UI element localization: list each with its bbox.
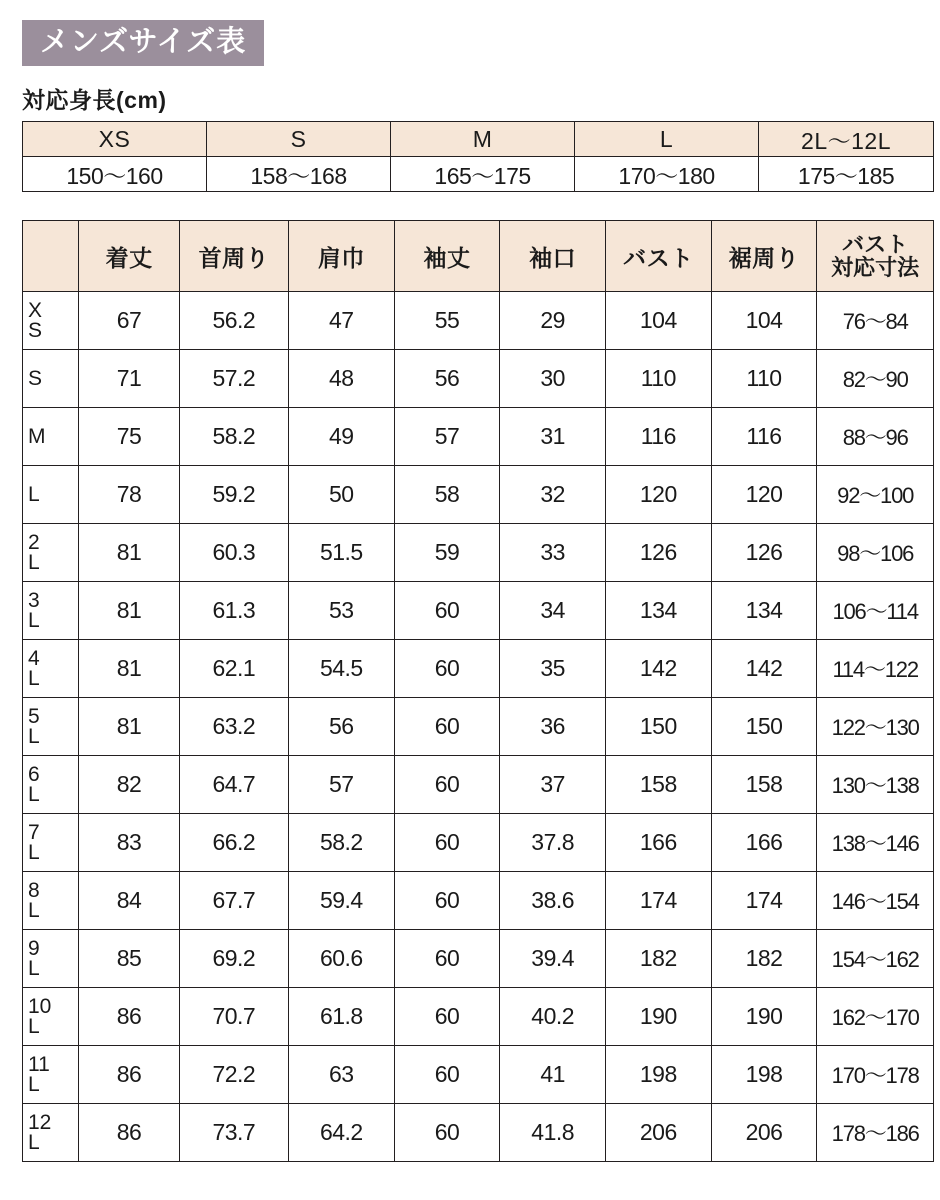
- cell-sodetake: 59: [394, 524, 500, 582]
- cell-bust-fit: 130〜138: [817, 756, 934, 814]
- cell-sodeguchi: 29: [500, 292, 606, 350]
- cell-bust-fit: 162〜170: [817, 988, 934, 1046]
- row-size-label-line2: L: [28, 608, 40, 632]
- row-size-label-line1: 7: [28, 820, 40, 844]
- cell-kitake: 81: [79, 524, 179, 582]
- cell-kubimawari: 64.7: [179, 756, 288, 814]
- cell-kubimawari: 60.3: [179, 524, 288, 582]
- cell-susomawari: 116: [711, 408, 817, 466]
- table-row: [23, 408, 934, 466]
- table-row: [23, 872, 934, 930]
- cell-kubimawari: 72.2: [179, 1046, 288, 1104]
- cell-bust-fit: 122〜130: [817, 698, 934, 756]
- column-header-kitake: 着丈: [79, 221, 179, 292]
- row-size-label: [23, 292, 79, 350]
- row-size-label-line1: 6: [28, 762, 40, 786]
- cell-katahaba: 61.8: [288, 988, 394, 1046]
- table-row: [23, 814, 934, 872]
- table-row: [23, 930, 934, 988]
- cell-kubimawari: 69.2: [179, 930, 288, 988]
- cell-sodetake: 60: [394, 1104, 500, 1162]
- height-range-cell: 150〜160: [23, 157, 207, 192]
- cell-sodetake: 60: [394, 1046, 500, 1104]
- cell-bust: 120: [606, 466, 712, 524]
- row-size-label-line2: L: [28, 724, 40, 748]
- cell-bust: 182: [606, 930, 712, 988]
- cell-bust-fit: 178〜186: [817, 1104, 934, 1162]
- cell-bust-fit: 82〜90: [817, 350, 934, 408]
- cell-kitake: 67: [79, 292, 179, 350]
- cell-bust: 142: [606, 640, 712, 698]
- column-header-bust-fit-line1: バスト: [842, 231, 909, 257]
- row-size-label-line1: 11: [28, 1052, 50, 1076]
- cell-bust: 198: [606, 1046, 712, 1104]
- row-size-label-line1: M: [28, 424, 46, 448]
- column-header-katahaba: 肩巾: [288, 221, 394, 292]
- cell-kitake: 82: [79, 756, 179, 814]
- cell-kitake: 81: [79, 698, 179, 756]
- cell-bust: 174: [606, 872, 712, 930]
- table-row: [23, 350, 934, 408]
- row-size-label-line1: 10: [28, 994, 52, 1018]
- cell-susomawari: 134: [711, 582, 817, 640]
- cell-katahaba: 48: [288, 350, 394, 408]
- cell-kubimawari: 61.3: [179, 582, 288, 640]
- height-table: [22, 121, 934, 192]
- height-section-label: 対応身長(cm): [22, 87, 167, 114]
- cell-sodetake: 60: [394, 698, 500, 756]
- table-row: [23, 756, 934, 814]
- height-table-header-row: [23, 122, 934, 157]
- cell-susomawari: 104: [711, 292, 817, 350]
- row-size-label-line2: L: [28, 840, 40, 864]
- height-table-value-row: [23, 157, 934, 192]
- cell-sodeguchi: 32: [500, 466, 606, 524]
- row-size-label-line1: 4: [28, 646, 40, 670]
- cell-katahaba: 49: [288, 408, 394, 466]
- column-header-kubimawari: 首周り: [179, 221, 288, 292]
- cell-bust: 190: [606, 988, 712, 1046]
- height-range-cell: 170〜180: [575, 157, 759, 192]
- row-size-label-line1: 5: [28, 704, 40, 728]
- cell-kitake: 81: [79, 582, 179, 640]
- row-size-label: [23, 698, 79, 756]
- cell-katahaba: 57: [288, 756, 394, 814]
- row-size-label: [23, 988, 79, 1046]
- row-size-label: [23, 466, 79, 524]
- row-size-label-line2: S: [28, 318, 43, 342]
- table-row: [23, 698, 934, 756]
- cell-sodeguchi: 40.2: [500, 988, 606, 1046]
- column-header-sodetake: 袖丈: [394, 221, 500, 292]
- row-size-label-line1: L: [28, 482, 40, 506]
- cell-kitake: 86: [79, 988, 179, 1046]
- row-size-label-line2: L: [28, 1130, 40, 1154]
- row-size-label: [23, 350, 79, 408]
- cell-sodeguchi: 38.6: [500, 872, 606, 930]
- cell-kubimawari: 62.1: [179, 640, 288, 698]
- cell-susomawari: 150: [711, 698, 817, 756]
- row-size-label-line2: L: [28, 666, 40, 690]
- row-size-label: [23, 814, 79, 872]
- row-size-label: [23, 408, 79, 466]
- cell-bust: 126: [606, 524, 712, 582]
- row-size-label-line1: 9: [28, 936, 40, 960]
- cell-sodetake: 60: [394, 814, 500, 872]
- page-title: メンズサイズ表: [22, 20, 264, 66]
- height-size-cell: S: [207, 122, 391, 157]
- height-size-cell: 2L〜12L: [759, 122, 934, 157]
- row-size-label-line2: L: [28, 550, 40, 574]
- cell-kubimawari: 66.2: [179, 814, 288, 872]
- cell-bust: 104: [606, 292, 712, 350]
- cell-bust: 206: [606, 1104, 712, 1162]
- table-row: [23, 466, 934, 524]
- row-size-label-line1: S: [28, 366, 43, 390]
- row-size-label-line1: 8: [28, 878, 40, 902]
- cell-sodeguchi: 31: [500, 408, 606, 466]
- row-size-label-line1: X: [28, 298, 43, 322]
- cell-kitake: 83: [79, 814, 179, 872]
- row-size-label-line2: L: [28, 898, 40, 922]
- cell-bust-fit: 146〜154: [817, 872, 934, 930]
- row-size-label: [23, 930, 79, 988]
- row-size-label: [23, 640, 79, 698]
- cell-kitake: 78: [79, 466, 179, 524]
- cell-kitake: 86: [79, 1046, 179, 1104]
- row-size-label: [23, 756, 79, 814]
- cell-kubimawari: 57.2: [179, 350, 288, 408]
- cell-sodetake: 56: [394, 350, 500, 408]
- cell-bust-fit: 76〜84: [817, 292, 934, 350]
- cell-susomawari: 120: [711, 466, 817, 524]
- cell-bust-fit: 154〜162: [817, 930, 934, 988]
- cell-sodetake: 60: [394, 582, 500, 640]
- table-row: [23, 988, 934, 1046]
- cell-sodetake: 60: [394, 640, 500, 698]
- cell-susomawari: 182: [711, 930, 817, 988]
- cell-susomawari: 206: [711, 1104, 817, 1162]
- column-header-bust-fit-line2: 対応寸法: [831, 255, 920, 281]
- column-header-bust: バスト: [606, 221, 712, 292]
- cell-kitake: 84: [79, 872, 179, 930]
- cell-sodeguchi: 41: [500, 1046, 606, 1104]
- cell-sodeguchi: 36: [500, 698, 606, 756]
- table-row: [23, 582, 934, 640]
- cell-sodeguchi: 35: [500, 640, 606, 698]
- cell-bust-fit: 138〜146: [817, 814, 934, 872]
- cell-bust: 134: [606, 582, 712, 640]
- corner-cell: [23, 221, 79, 292]
- cell-katahaba: 54.5: [288, 640, 394, 698]
- cell-susomawari: 174: [711, 872, 817, 930]
- cell-bust: 158: [606, 756, 712, 814]
- table-row: [23, 640, 934, 698]
- cell-katahaba: 60.6: [288, 930, 394, 988]
- cell-bust-fit: 88〜96: [817, 408, 934, 466]
- cell-kubimawari: 70.7: [179, 988, 288, 1046]
- cell-sodetake: 60: [394, 930, 500, 988]
- cell-katahaba: 51.5: [288, 524, 394, 582]
- cell-kubimawari: 73.7: [179, 1104, 288, 1162]
- cell-susomawari: 110: [711, 350, 817, 408]
- column-header-bust-fit: [817, 221, 934, 292]
- cell-kubimawari: 59.2: [179, 466, 288, 524]
- cell-katahaba: 53: [288, 582, 394, 640]
- cell-bust: 116: [606, 408, 712, 466]
- cell-sodetake: 57: [394, 408, 500, 466]
- cell-kitake: 86: [79, 1104, 179, 1162]
- cell-sodeguchi: 33: [500, 524, 606, 582]
- cell-sodetake: 58: [394, 466, 500, 524]
- cell-kubimawari: 58.2: [179, 408, 288, 466]
- cell-bust-fit: 106〜114: [817, 582, 934, 640]
- cell-bust: 110: [606, 350, 712, 408]
- height-size-cell: L: [575, 122, 759, 157]
- row-size-label-line2: L: [28, 1072, 40, 1096]
- cell-sodetake: 60: [394, 988, 500, 1046]
- cell-kitake: 75: [79, 408, 179, 466]
- cell-katahaba: 63: [288, 1046, 394, 1104]
- cell-kubimawari: 67.7: [179, 872, 288, 930]
- row-size-label-line1: 12: [28, 1110, 52, 1134]
- table-row: [23, 524, 934, 582]
- cell-katahaba: 64.2: [288, 1104, 394, 1162]
- row-size-label-line1: 3: [28, 588, 40, 612]
- cell-sodeguchi: 39.4: [500, 930, 606, 988]
- height-range-cell: 175〜185: [759, 157, 934, 192]
- cell-susomawari: 166: [711, 814, 817, 872]
- cell-bust: 166: [606, 814, 712, 872]
- row-size-label-line2: L: [28, 1014, 40, 1038]
- row-size-label: [23, 582, 79, 640]
- cell-sodeguchi: 30: [500, 350, 606, 408]
- column-header-sodeguchi: 袖口: [500, 221, 606, 292]
- table-row: [23, 1104, 934, 1162]
- cell-kubimawari: 56.2: [179, 292, 288, 350]
- cell-bust-fit: 114〜122: [817, 640, 934, 698]
- cell-bust: 150: [606, 698, 712, 756]
- cell-kubimawari: 63.2: [179, 698, 288, 756]
- column-header-susomawari: 裾周り: [711, 221, 817, 292]
- cell-sodeguchi: 37: [500, 756, 606, 814]
- height-size-cell: M: [391, 122, 575, 157]
- cell-sodeguchi: 37.8: [500, 814, 606, 872]
- cell-katahaba: 47: [288, 292, 394, 350]
- cell-susomawari: 142: [711, 640, 817, 698]
- table-row: [23, 292, 934, 350]
- cell-susomawari: 198: [711, 1046, 817, 1104]
- row-size-label: [23, 872, 79, 930]
- cell-susomawari: 190: [711, 988, 817, 1046]
- cell-bust-fit: 92〜100: [817, 466, 934, 524]
- cell-sodeguchi: 34: [500, 582, 606, 640]
- row-size-label-line2: L: [28, 782, 40, 806]
- cell-susomawari: 158: [711, 756, 817, 814]
- height-range-cell: 165〜175: [391, 157, 575, 192]
- cell-sodeguchi: 41.8: [500, 1104, 606, 1162]
- measurement-table-header-row: [23, 221, 934, 292]
- cell-kitake: 81: [79, 640, 179, 698]
- table-row: [23, 1046, 934, 1104]
- row-size-label-line2: L: [28, 956, 40, 980]
- cell-bust-fit: 170〜178: [817, 1046, 934, 1104]
- cell-sodetake: 55: [394, 292, 500, 350]
- cell-sodetake: 60: [394, 872, 500, 930]
- height-size-cell: XS: [23, 122, 207, 157]
- row-size-label-line1: 2: [28, 530, 40, 554]
- cell-katahaba: 59.4: [288, 872, 394, 930]
- row-size-label: [23, 1046, 79, 1104]
- cell-katahaba: 56: [288, 698, 394, 756]
- cell-bust-fit: 98〜106: [817, 524, 934, 582]
- cell-kitake: 85: [79, 930, 179, 988]
- row-size-label: [23, 524, 79, 582]
- height-range-cell: 158〜168: [207, 157, 391, 192]
- cell-kitake: 71: [79, 350, 179, 408]
- cell-susomawari: 126: [711, 524, 817, 582]
- measurement-table: [22, 220, 934, 1162]
- cell-katahaba: 58.2: [288, 814, 394, 872]
- cell-sodetake: 60: [394, 756, 500, 814]
- cell-katahaba: 50: [288, 466, 394, 524]
- row-size-label: [23, 1104, 79, 1162]
